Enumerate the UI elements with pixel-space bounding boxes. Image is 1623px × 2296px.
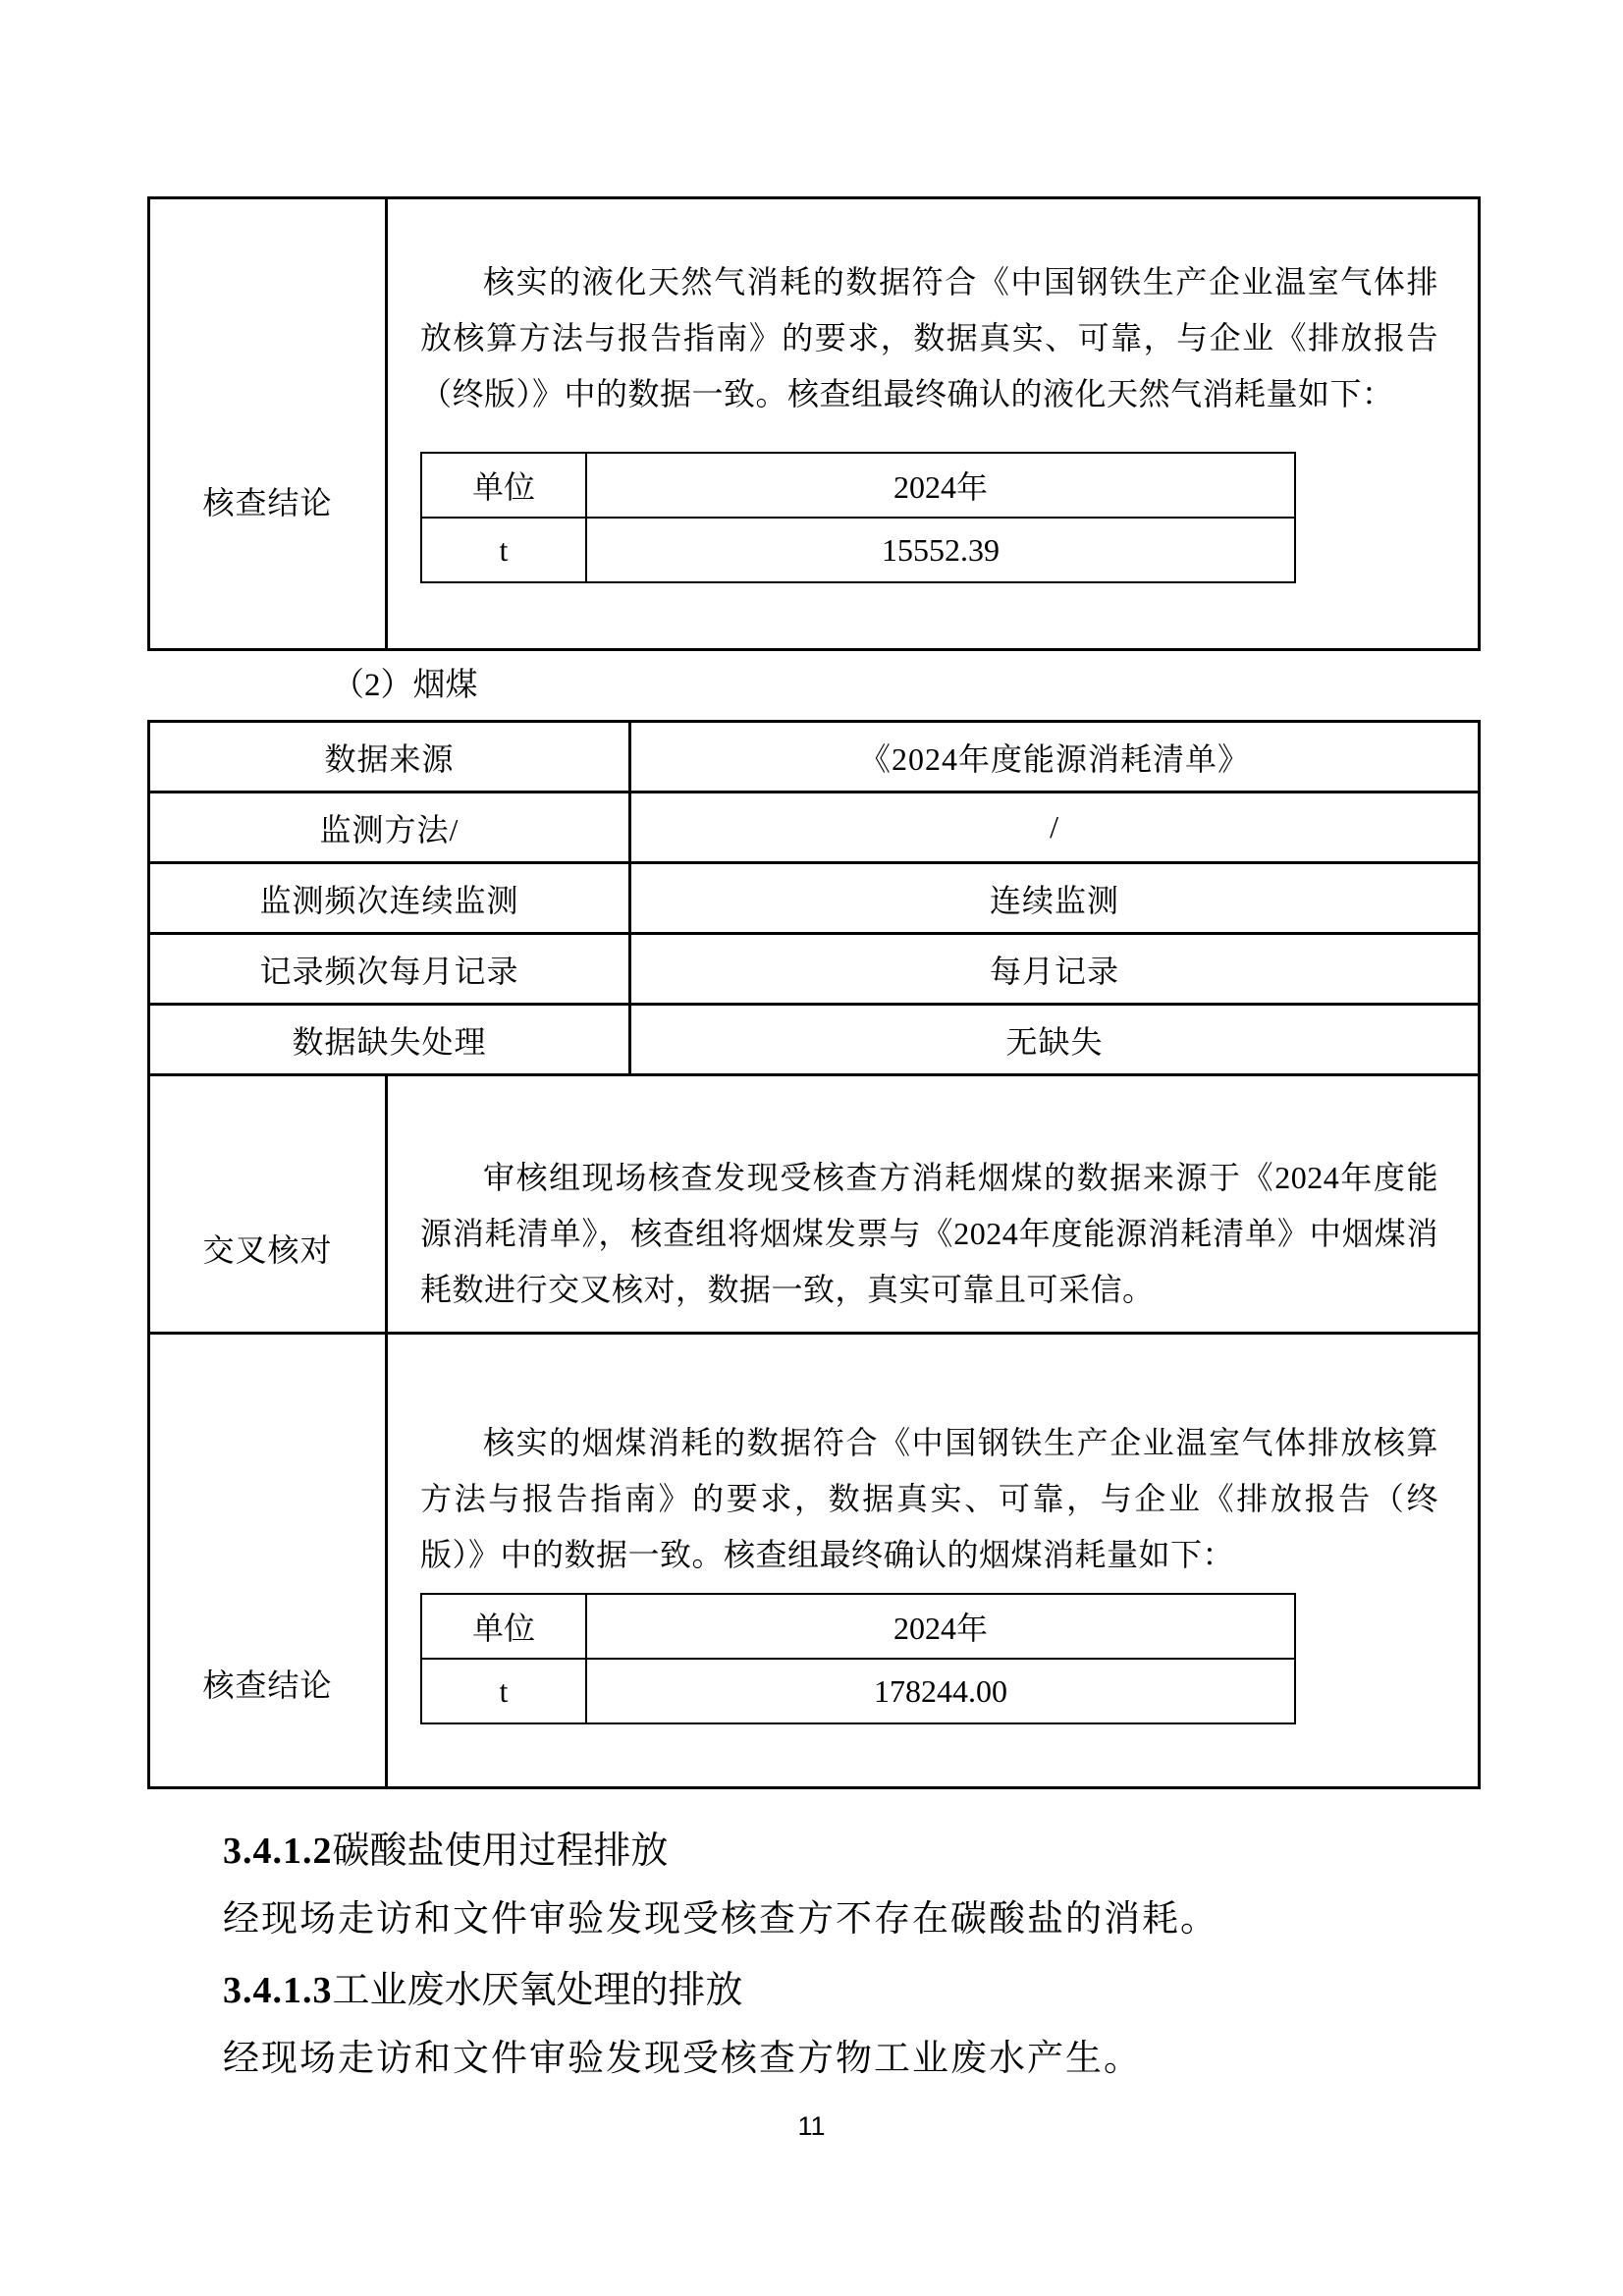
section-number: 3.4.1.3 bbox=[223, 1970, 333, 2011]
coal-conclusion-content-cell bbox=[387, 1334, 1480, 1788]
section-heading-coal: （2）烟煤 bbox=[332, 668, 478, 703]
cross-check-label: 交叉核对 bbox=[149, 1075, 387, 1334]
table-row bbox=[149, 1334, 1480, 1788]
value-cell: 15552.39 bbox=[586, 518, 1295, 582]
conclusion-label: 核查结论 bbox=[149, 1334, 387, 1788]
section-paragraph: 经现场走访和文件审验发现受核查方物工业废水产生。 bbox=[223, 2039, 1142, 2079]
page-content bbox=[147, 196, 1478, 2086]
lng-conclusion-table bbox=[147, 196, 1481, 651]
coal-conclusion-paragraph: 核实的烟煤消耗的数据符合《中国钢铁生产企业温室气体排放核算方法与报告指南》的要求，数据真实、可靠，与企业《排放报告（终版）》中的数据一致。核查组最终确认的烟煤消耗量如下： bbox=[420, 1425, 1439, 1572]
body-sections bbox=[147, 1825, 1478, 2086]
year-header-cell: 2024年 bbox=[586, 1594, 1295, 1659]
section-number: 3.4.1.2 bbox=[223, 1831, 333, 1872]
table-row bbox=[149, 1075, 1480, 1334]
row-label: 数据来源 bbox=[149, 722, 630, 793]
row-label: 数据缺失处理 bbox=[149, 1005, 630, 1075]
row-value: 连续监测 bbox=[630, 863, 1480, 934]
row-label: 记录频次每月记录 bbox=[149, 934, 630, 1005]
coal-consumption-table bbox=[420, 1593, 1296, 1724]
section-heading bbox=[223, 1964, 1478, 2017]
unit-cell: t bbox=[421, 1659, 586, 1723]
lng-consumption-table bbox=[420, 452, 1296, 583]
row-label: 监测频次连续监测 bbox=[149, 863, 630, 934]
conclusion-content-cell bbox=[387, 198, 1480, 650]
table-row bbox=[421, 1659, 1295, 1723]
unit-header-cell: 单位 bbox=[421, 453, 586, 518]
unit-header-cell: 单位 bbox=[421, 1594, 586, 1659]
table-row bbox=[421, 518, 1295, 582]
cross-check-content-cell bbox=[387, 1075, 1480, 1334]
table-row bbox=[149, 198, 1480, 650]
table-row bbox=[421, 1594, 1295, 1659]
row-value: / bbox=[630, 793, 1480, 863]
year-header-cell: 2024年 bbox=[586, 453, 1295, 518]
row-value: 无缺失 bbox=[630, 1005, 1480, 1075]
table-row bbox=[149, 793, 1480, 863]
conclusion-row-label: 核查结论 bbox=[149, 198, 387, 650]
section-paragraph: 经现场走访和文件审验发现受核查方不存在碳酸盐的消耗。 bbox=[223, 1899, 1218, 1940]
lng-conclusion-paragraph: 核实的液化天然气消耗的数据符合《中国钢铁生产企业温室气体排放核算方法与报告指南》的要求，数据真实、可靠，与企业《排放报告（终版）》中的数据一致。核查组最终确认的液化天然气消耗量如下： bbox=[420, 264, 1438, 411]
unit-cell: t bbox=[421, 518, 586, 582]
table-row bbox=[149, 934, 1480, 1005]
table-row bbox=[421, 453, 1295, 518]
section-heading bbox=[223, 1825, 1478, 1878]
section-title: 工业废水厌氧处理的排放 bbox=[332, 1970, 743, 2011]
table-row bbox=[149, 1005, 1480, 1075]
row-value: 《2024年度能源消耗清单》 bbox=[630, 722, 1480, 793]
section-title: 碳酸盐使用过程排放 bbox=[332, 1831, 669, 1872]
value-cell: 178244.00 bbox=[586, 1659, 1295, 1723]
cross-check-paragraph: 审核组现场核查发现受核查方消耗烟煤的数据来源于《2024年度能源消耗清单》，核查组将烟煤发票与《2024年度能源消耗清单》中烟煤消耗数进行交叉核对，数据一致，真实可靠且可采信。 bbox=[420, 1160, 1439, 1307]
table-row bbox=[149, 863, 1480, 934]
row-value: 每月记录 bbox=[630, 934, 1480, 1005]
row-label: 监测方法/ bbox=[149, 793, 630, 863]
table-row bbox=[149, 722, 1480, 793]
page-number: 11 bbox=[797, 2111, 826, 2141]
coal-verification-table bbox=[147, 720, 1481, 1789]
